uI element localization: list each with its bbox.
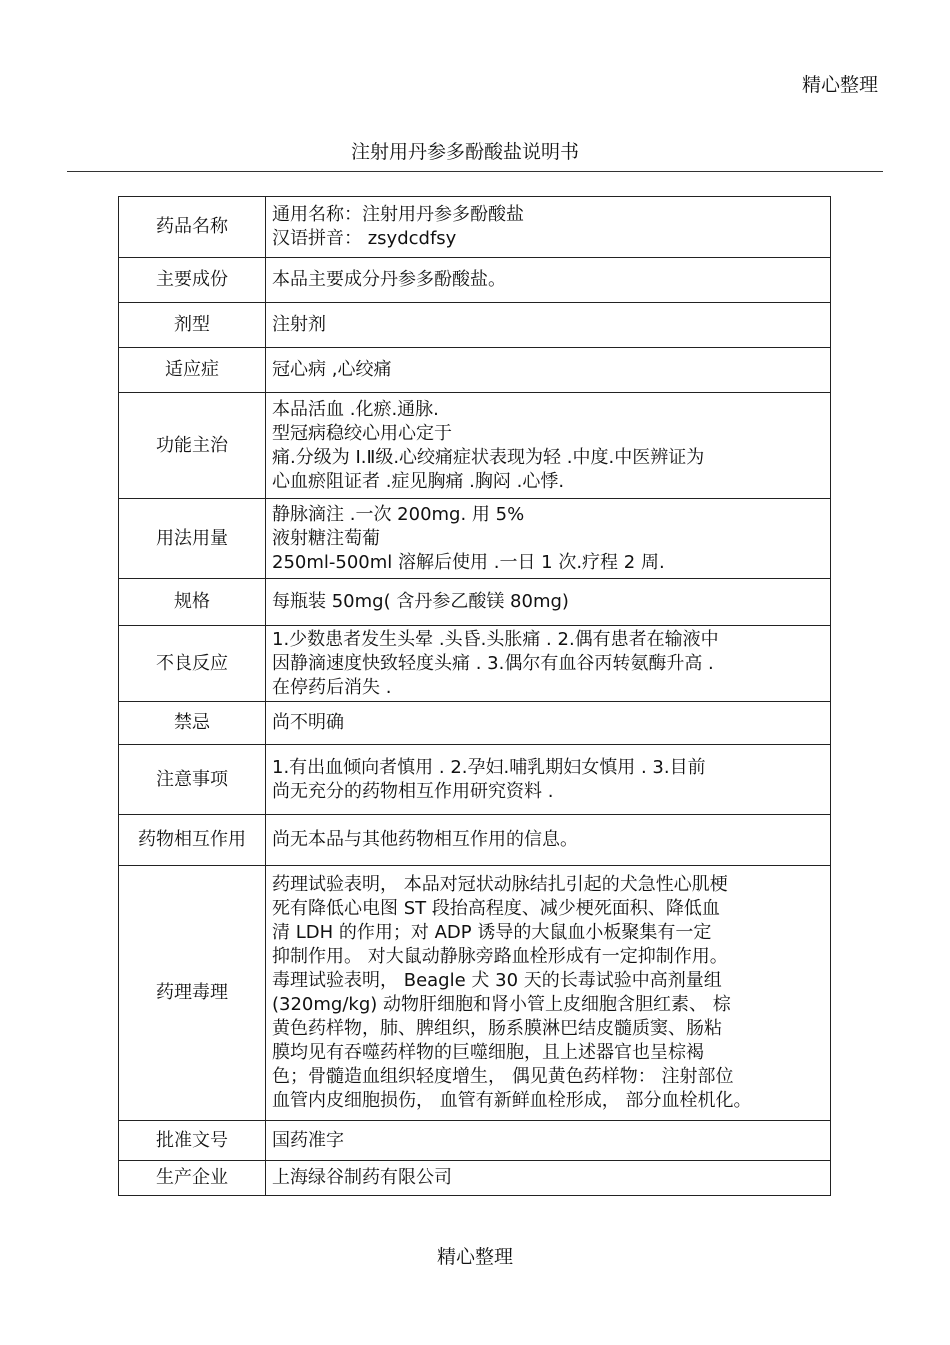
row-label: 药品名称 [119, 197, 266, 258]
row-label: 主要成份 [119, 258, 266, 303]
row-label: 适应症 [119, 348, 266, 393]
row-value-line: 冠心病 ,心绞痛 [272, 359, 392, 380]
row-value-line: 清 LDH 的作用；对 ADP 诱导的大鼠血小板聚集有一定 [272, 922, 712, 943]
row-value [266, 745, 831, 815]
table-row [119, 626, 831, 702]
row-value-line: 心血瘀阻证者 .症见胸痛 .胸闷 .心悸. [272, 470, 565, 492]
row-label: 规格 [119, 579, 266, 626]
row-value-line: 痛.分级为 I.Ⅱ级.心绞痛症状表现为轻 .中度.中医辨证为 [272, 446, 705, 468]
table-row [119, 579, 831, 626]
table-row [119, 197, 831, 258]
row-value-line: 色；骨髓造血组织轻度增生， 偶见黄色药样物： 注射部位 [272, 1066, 734, 1087]
table-row [119, 745, 831, 815]
row-value [266, 499, 831, 579]
row-value-line: 通用名称：注射用丹参多酚酸盐 [272, 204, 524, 225]
row-label: 批准文号 [119, 1121, 266, 1161]
row-label: 药理毒理 [119, 866, 266, 1121]
row-value-line: 死有降低心电图 ST 段抬高程度、减少梗死面积、降低血 [272, 898, 720, 919]
row-value-line: 国药准字 [272, 1129, 344, 1151]
table-row [119, 258, 831, 303]
row-value [266, 579, 831, 626]
row-value-line: 液射糖注萄葡 [272, 527, 380, 549]
row-value-line: 注射剂 [272, 314, 326, 335]
row-label: 禁忌 [119, 702, 266, 745]
row-value-line: 抑制作用。 对大鼠动静脉旁路血栓形成有一定抑制作用。 [272, 946, 728, 967]
row-label: 功能主治 [119, 393, 266, 499]
row-value [266, 866, 831, 1121]
header-tag: 精心整理 [801, 74, 878, 96]
row-label: 注意事项 [119, 745, 266, 815]
row-value [266, 1121, 831, 1161]
table-row [119, 815, 831, 866]
row-value-line: 因静滴速度快致轻度头痛 . 3.偶尔有血谷丙转氨酶升高 . [272, 652, 714, 674]
row-value-line: 尚无本品与其他药物相互作用的信息。 [272, 829, 578, 850]
row-value-line: 膜均见有吞噬药样物的巨噬细胞，且上述器官也呈棕褐 [272, 1042, 704, 1063]
row-value-line: 每瓶装 50mg( 含丹参乙酸镁 80mg) [272, 591, 569, 612]
row-value-line: 1.有出血倾向者慎用 . 2.孕妇.哺乳期妇女慎用 . 3.目前 [272, 756, 706, 778]
table-row [119, 1161, 831, 1196]
row-value [266, 348, 831, 393]
row-value [266, 303, 831, 348]
row-value [266, 702, 831, 745]
row-label: 药物相互作用 [119, 815, 266, 866]
document-title: 注射用丹参多酚酸盐说明书 [350, 141, 579, 163]
row-value-line: 药理试验表明， 本品对冠状动脉结扎引起的犬急性心肌梗 [272, 874, 728, 895]
table-row [119, 393, 831, 499]
table-row [119, 303, 831, 348]
row-label: 剂型 [119, 303, 266, 348]
row-value-line: 250ml-500ml 溶解后使用 .一日 1 次.疗程 2 周. [272, 551, 665, 573]
row-value-line: 型冠病稳绞心用心定于 [272, 422, 452, 444]
row-value-line: 1.少数患者发生头晕 .头昏.头胀痛 . 2.偶有患者在输液中 [272, 628, 719, 650]
row-value-line: 静脉滴注 .一次 200mg. 用 5% [272, 503, 525, 525]
table-row [119, 348, 831, 393]
row-value-line: 尚无充分的药物相互作用研究资料 . [272, 780, 554, 802]
title-divider [67, 171, 883, 172]
footer-tag: 精心整理 [436, 1246, 513, 1268]
row-value-line: 尚不明确 [272, 712, 344, 733]
drug-spec-table [118, 196, 831, 1196]
row-label: 不良反应 [119, 626, 266, 702]
row-value-line: 黄色药样物，肺、脾组织，肠系膜淋巴结皮髓质窦、肠粘 [272, 1018, 722, 1039]
row-value [266, 626, 831, 702]
row-value [266, 815, 831, 866]
table-row [119, 499, 831, 579]
row-value-line: 在停药后消失 . [272, 676, 392, 698]
table-row [119, 866, 831, 1121]
row-value-line: 血管内皮细胞损伤， 血管有新鲜血栓形成， 部分血栓机化。 [272, 1090, 752, 1111]
row-label: 用法用量 [119, 499, 266, 579]
row-value [266, 1161, 831, 1196]
row-value-line: 本品活血 .化瘀.通脉. [272, 398, 439, 420]
row-value-line: 毒理试验表明， Beagle 犬 30 天的长毒试验中高剂量组 [272, 970, 722, 991]
row-label: 生产企业 [119, 1161, 266, 1196]
table-row [119, 1121, 831, 1161]
row-value [266, 258, 831, 303]
table-row [119, 702, 831, 745]
row-value-line: 上海绿谷制药有限公司 [272, 1167, 452, 1188]
row-value-line: 汉语拼音： zsydcdfsy [272, 228, 457, 249]
row-value-line: (320mg/kg) 动物肝细胞和肾小管上皮细胞含胆红素、 棕 [272, 994, 731, 1015]
row-value [266, 197, 831, 258]
row-value-line: 本品主要成分丹参多酚酸盐。 [272, 269, 506, 290]
drug-spec-table-body [119, 197, 831, 1196]
row-value [266, 393, 831, 499]
